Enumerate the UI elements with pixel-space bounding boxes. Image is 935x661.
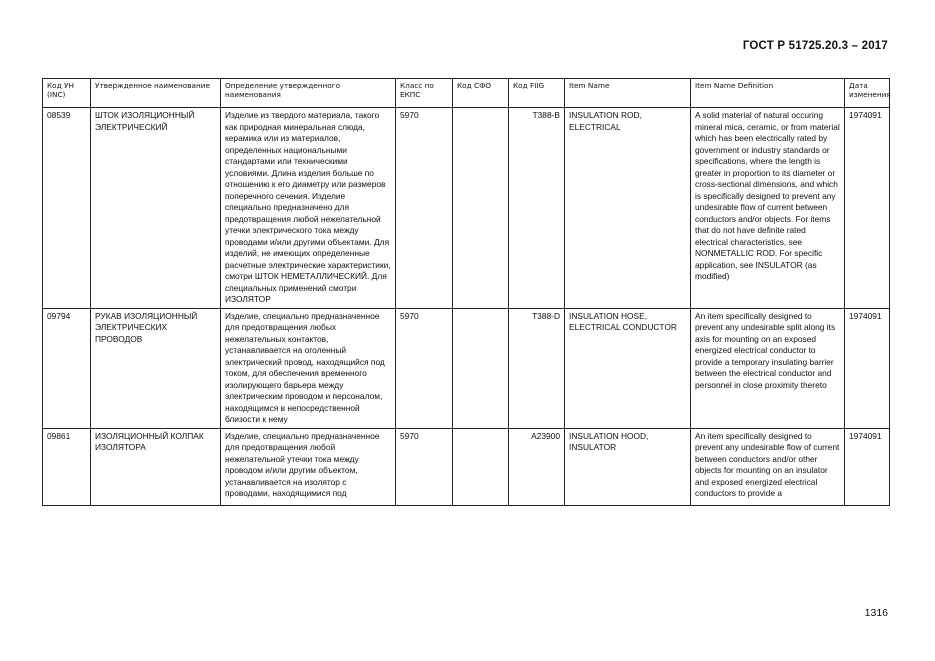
cell-class — [396, 428, 453, 505]
cell-date — [845, 428, 890, 505]
cell-definition-ru: Изделие, специально предназначенное для предотвращения любых нежелательных контактов, устанавливается на оголенный электрический провод, находящийся под током, для обеспечения временного изолирующего барьера между электрическим проводом и персоналом, находящимся в непосредственной близости к нему — [221, 308, 396, 428]
cell-name-ru: ШТОК ИЗОЛЯЦИОННЫЙ ЭЛЕКТРИЧЕСКИЙ — [91, 108, 221, 309]
cell-fiig: T388-D — [509, 308, 565, 428]
cell-inc — [43, 428, 91, 505]
col-header-definition-en: Item Name Definition — [691, 79, 845, 108]
cell-date: 1974091 — [845, 308, 890, 428]
cell-clip: 1974091 — [849, 430, 882, 441]
cell-name-ru: РУКАВ ИЗОЛЯЦИОННЫЙ ЭЛЕКТРИЧЕСКИХ ПРОВОДОВ — [91, 308, 221, 428]
header-row — [43, 79, 890, 108]
col-header-date: Дата изменения — [845, 79, 890, 108]
cell-clip: Изделие, специально предназначенное для предотвращения любой нежелательной утечки тока между проводом и/или другим объектом, устанавливается на изолятор с проводами, находящимися под — [225, 430, 380, 498]
cell-clip: 5970 — [400, 430, 419, 441]
col-header-fiig: Код FIIG — [509, 79, 565, 108]
col-header-definition-ru: Определение утвержденного наименования — [221, 79, 396, 108]
cell-sfo — [453, 108, 509, 309]
cell-clip: 09861 — [47, 430, 71, 441]
cell-item-name — [565, 428, 691, 505]
cell-definition-en: An item specifically designed to prevent any undesirable split along its axis for mounting on an exposed energized electrical conductor to provide a temporary insulating barrier between the electrical conductor and personnel in close proximity thereto — [691, 308, 845, 428]
cell-clip: An item specifically designed to prevent any undesirable flow of current between conductors and/or other objects for mounting on an insulator and exposed energized electrical conductors to provide a — [695, 430, 840, 498]
cell-date: 1974091 — [845, 108, 890, 309]
cell-clip: A23900 — [531, 430, 560, 441]
cell-definition-ru — [221, 428, 396, 505]
col-header-inc: Код УН (INC) — [43, 79, 91, 108]
cell-clip: ИЗОЛЯЦИОННЫЙ КОЛПАК ИЗОЛЯТОРА — [95, 430, 204, 452]
catalog-table — [42, 78, 890, 506]
col-header-item-name: Item Name — [565, 79, 691, 108]
cell-sfo — [453, 308, 509, 428]
cell-class: 5970 — [396, 308, 453, 428]
cell-definition-ru: Изделие из твердого материала, такого как природная минеральная слюда, керамика или из материалов, определенных национальными стандартами или техническими условиями. Длина изделия больше по отношению к его диаметру или размеров поперечного сечения. Изделие специально предназначено для предотвращения любой нежелательной утечки электрического тока между проводами и/или другими объектами. Для изделий, не имеющих определенные расчетные электрические характеристики, смотри ШТОК НЕМЕТАЛЛИЧЕСКИЙ. Для специальных применений смотри ИЗОЛЯТОР — [221, 108, 396, 309]
col-header-name-ru: Утвержденное наименование — [91, 79, 221, 108]
cell-name-ru — [91, 428, 221, 505]
cell-fiig — [509, 428, 565, 505]
cell-definition-en: A solid material of natural occuring mineral mica, ceramic, or from material which has been electrically rated by government or industry standards or specifications, where the length is greater in proportion to its diameter or cross-sectional dimensions, and which is specifically designed to prevent any undesirable flow of current between conductors and/or objects. For items that do not have definite rated electrical characteristics, see NONMETALLIC ROD. For specific application, see INSULATOR (as modified) — [691, 108, 845, 309]
cell-inc: 09794 — [43, 308, 91, 428]
page-number: 1316 — [864, 607, 888, 619]
cell-fiig: T388-B — [509, 108, 565, 309]
cell-class: 5970 — [396, 108, 453, 309]
document-header: ГОСТ Р 51725.20.3 – 2017 — [742, 40, 888, 52]
cell-clip: INSULATION HOOD, INSULATOR — [569, 430, 649, 452]
table-row — [43, 428, 890, 505]
cell-inc: 08539 — [43, 108, 91, 309]
cell-sfo — [453, 428, 509, 505]
table-row — [43, 308, 890, 428]
cell-item-name: INSULATION ROD, ELECTRICAL — [565, 108, 691, 309]
col-header-sfo: Код СФО — [453, 79, 509, 108]
table-row — [43, 108, 890, 309]
cell-definition-en — [691, 428, 845, 505]
cell-item-name: INSULATION HOSE, ELECTRICAL CONDUCTOR — [565, 308, 691, 428]
cell-clip — [457, 431, 504, 503]
col-header-class: Класс по ЕКПС — [396, 79, 453, 108]
